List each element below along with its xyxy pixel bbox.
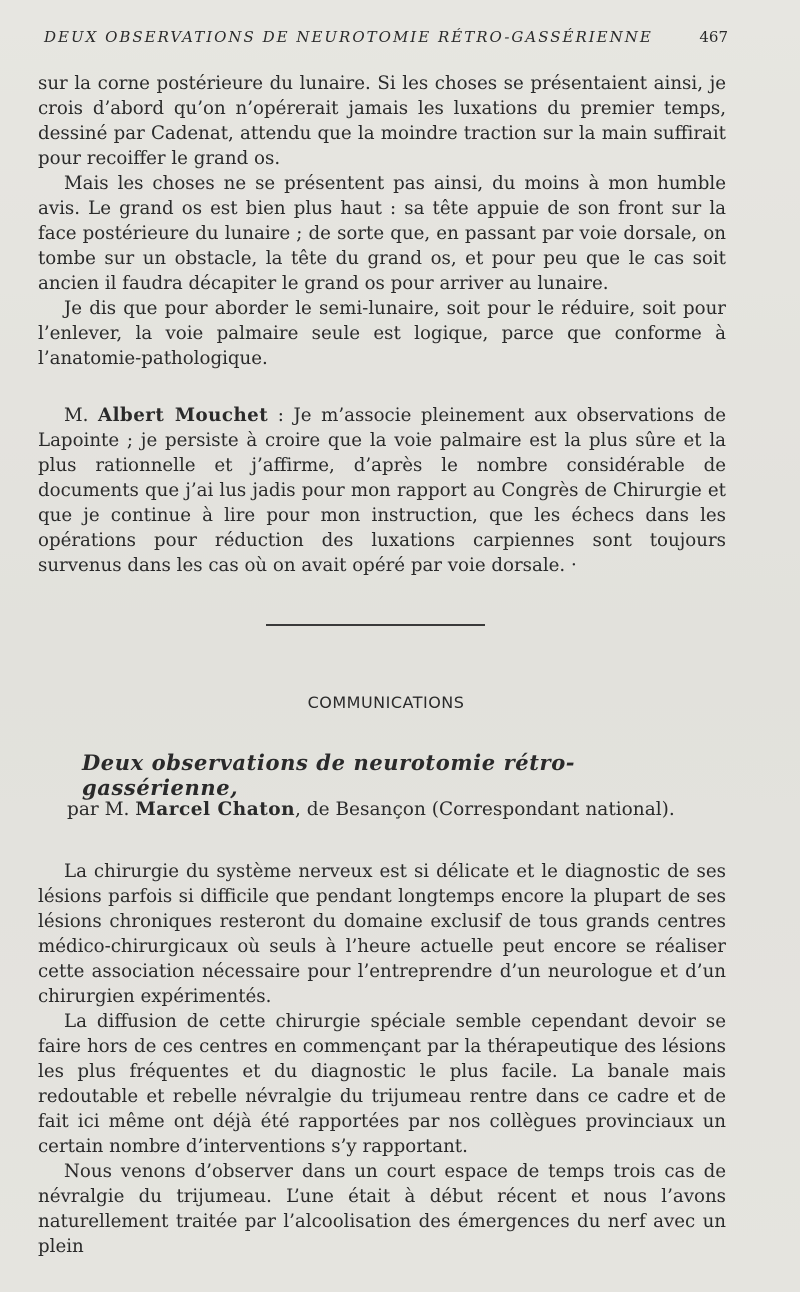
continued-discussion xyxy=(38,71,726,371)
author-name: Marcel Chaton xyxy=(135,799,296,820)
page-number: 467 xyxy=(699,28,728,46)
speaker-name: Albert Mouchet xyxy=(97,405,269,426)
byline-affiliation: , de Besançon (Correspondant national). xyxy=(295,799,675,820)
section-heading: COMMUNICATIONS xyxy=(307,693,465,712)
article-byline xyxy=(67,799,747,820)
article-title: Deux observations de neurotomie rétro-gassérienne, xyxy=(82,750,576,800)
paragraph: sur la corne postérieure du lunaire. Si les choses se présentaient ainsi, je crois d’abord qu’on n’opérerait jamais les luxations du premier temps, dessiné par Cadenat, attendu que la moindre traction sur la main suffirait pour recoiffer le grand os. xyxy=(38,73,726,169)
article-body xyxy=(38,859,726,1259)
paragraph: Je dis que pour aborder le semi-lunaire, soit pour le réduire, soit pour l’enlever, la voie palmaire seule est logique, parce que conforme à l’anatomie-pathologique. xyxy=(38,298,726,369)
byline-prefix: par M. xyxy=(67,799,136,820)
paragraph: Nous venons d’observer dans un court espace de temps trois cas de névralgie du trijumeau. L’une était à début récent et nous l’avons naturellement traitée par l’alcoolisation des émergences du nerf avec un plein xyxy=(38,1161,726,1257)
running-header xyxy=(44,28,728,46)
paragraph xyxy=(38,403,726,578)
mouchet-remark xyxy=(38,403,726,578)
paragraph: La chirurgie du système nerveux est si délicate et le diagnostic de ses lésions parfois si difficile que pendant longtemps encore la plupart de ses lésions chroniques resteront du domaine exclusif de tous grands centres médico-chirurgicaux où seuls à l’heure actuelle peut encore se réaliser cette association nécessaire pour l’entreprendre d’un neurologue et d’un chirurgien expérimentés. xyxy=(38,861,726,1007)
section-divider xyxy=(266,624,485,626)
speaker-prefix: M. xyxy=(64,405,98,426)
running-title: DEUX OBSERVATIONS DE NEUROTOMIE RÉTRO-GASSÉRIENNE xyxy=(44,28,653,46)
paragraph: La diffusion de cette chirurgie spéciale semble cependant devoir se faire hors de ces centres en commençant par la thérapeutique des lésions les plus fréquentes et du diagnostic le plus facile. La banale mais redoutable et rebelle névralgie du trijumeau rentre dans ce cadre et de fait ici même ont déjà été rapportées par nos collègues provinciaux un certain nombre d’interventions s’y rapportant. xyxy=(38,1011,726,1157)
paragraph: Mais les choses ne se présentent pas ainsi, du moins à mon humble avis. Le grand os est bien plus haut : sa tête appuie de son front sur la face postérieure du lunaire ; de sorte que, en passant par voie dorsale, on tombe sur un obstacle, la tête du grand os, et pour peu que le cas soit ancien il faudra décapiter le grand os pour arriver au lunaire. xyxy=(38,173,726,294)
remark-text: : Je m’associe pleinement aux observations de Lapointe ; je persiste à croire que la voie palmaire est la plus sûre et la plus rationnelle et j’affirme, d’après le nombre considérable de documents que j’ai lus jadis pour mon rapport au Congrès de Chirurgie et que je continue à lire pour mon instruction, que les échecs dans les opérations pour réduction des luxations carpiennes sont toujours survenus dans les cas où on avait opéré par voie dorsale. · xyxy=(38,405,727,576)
